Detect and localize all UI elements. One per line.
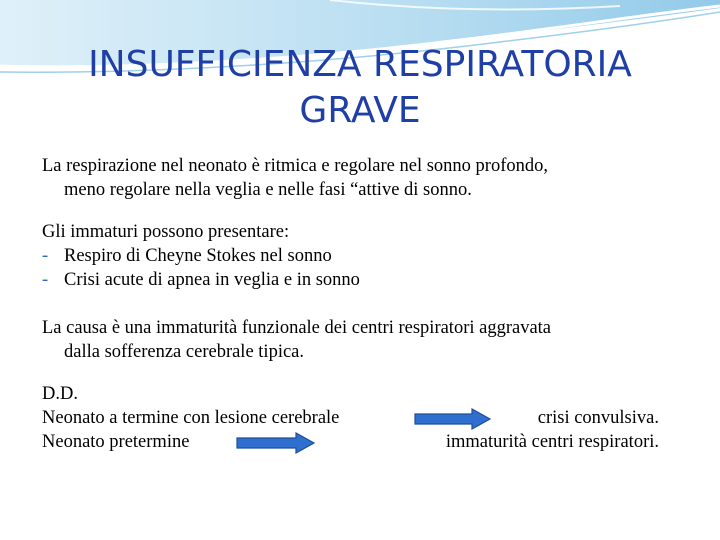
bullet-item [42, 268, 682, 292]
bullet-text: Crisi acute di apnea in veglia e in sonno [64, 270, 360, 290]
bullet-text: Respiro di Cheyne Stokes nel sonno [64, 246, 332, 266]
title-line-2: GRAVE [299, 90, 421, 131]
right-arrow-icon [236, 432, 316, 454]
right-arrow-icon [414, 408, 492, 430]
dd-heading: D.D. [42, 384, 78, 404]
dd-row [42, 430, 682, 454]
slide-title [40, 42, 680, 134]
paragraph-line: dalla sofferenza cerebrale tipica. [64, 342, 305, 362]
paragraph-line: La respirazione nel neonato è ritmica e regolare nel sonno profondo, [42, 156, 548, 176]
dd-row [42, 406, 682, 430]
paragraph-respiration [42, 154, 682, 202]
dd-row-left: Neonato pretermine [42, 432, 190, 452]
paragraph-immature [42, 220, 682, 292]
title-line-1: INSUFFICIENZA RESPIRATORIA [88, 44, 632, 85]
dd-row-right: crisi convulsiva. [537, 408, 659, 428]
dd-row-right: immaturità centri respiratori. [445, 432, 659, 452]
dd-row-left: Neonato a termine con lesione cerebrale [42, 408, 340, 428]
paragraph-line: meno regolare nella veglia e nelle fasi “attive di sonno. [64, 180, 472, 200]
paragraph-cause [42, 316, 682, 364]
paragraph-intro: Gli immaturi possono presentare: [42, 222, 290, 242]
bullet-dash: - [42, 270, 49, 290]
bullet-item [42, 244, 682, 268]
bullet-dash: - [42, 246, 49, 266]
paragraph-line: La causa è una immaturità funzionale dei centri respiratori aggravata [42, 318, 552, 338]
differential-diagnosis [42, 382, 682, 454]
